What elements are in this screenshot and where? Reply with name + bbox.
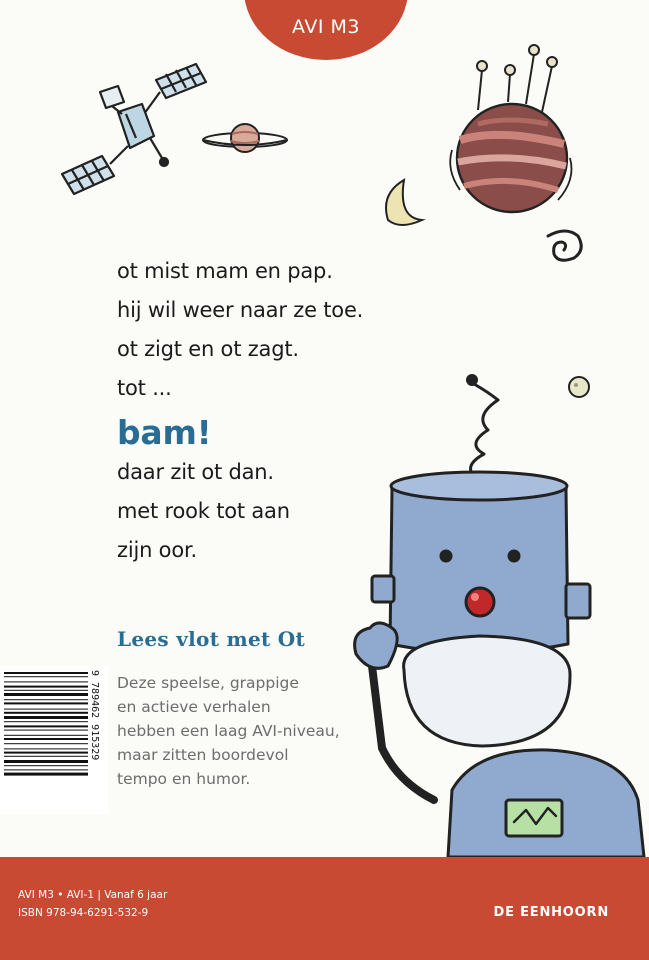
barcode-bar	[4, 676, 88, 677]
barcode-bar	[4, 686, 88, 688]
barcode-bar	[4, 693, 88, 696]
isbn: ISBN 978-94-6291-532-9	[18, 907, 149, 919]
blurb-line: hebben een laag AVI-niveau,	[117, 722, 340, 740]
footer-band	[0, 857, 649, 960]
robot-illustration	[348, 370, 649, 857]
blurb-line: maar zitten boordevol	[117, 746, 289, 764]
series-title: Lees vlot met Ot	[117, 627, 306, 651]
crescent-moon-illustration	[374, 176, 426, 232]
barcode-bar	[4, 721, 88, 722]
story-line: daar zit ot dan.	[117, 460, 274, 484]
barcode-bar	[4, 735, 88, 736]
barcode-bar	[4, 681, 88, 682]
barcode-bar	[4, 748, 88, 749]
satellite-illustration	[48, 52, 208, 212]
story-line: ot mist mam en pap.	[117, 259, 333, 283]
barcode-bar	[4, 712, 88, 714]
avi-level-badge	[244, 0, 408, 60]
barcode-number: 9 789462 915329	[89, 670, 100, 761]
avi-level-badge-label: AVI M3	[292, 16, 360, 38]
barcode-bars	[0, 666, 96, 814]
striped-planet-illustration	[438, 40, 578, 215]
barcode-bar	[4, 709, 88, 710]
ringed-planet-illustration	[200, 118, 290, 162]
footer-info	[18, 886, 167, 922]
barcode-bar	[4, 716, 88, 719]
blurb-line: en actieve verhalen	[117, 698, 271, 716]
barcode-bar	[4, 769, 88, 770]
barcode-bar	[4, 752, 88, 754]
level-info: AVI M3 • AVI-1 | Vanaf 6 jaar	[18, 889, 168, 901]
barcode-bar	[4, 765, 88, 766]
barcode-bar	[4, 743, 88, 744]
story-line: ot zigt en ot zagt.	[117, 337, 299, 361]
story-line: zijn oor.	[117, 538, 197, 562]
barcode-bar	[4, 702, 88, 704]
barcode-bar	[4, 725, 88, 727]
story-text	[117, 258, 363, 576]
barcode-bar	[4, 756, 88, 757]
barcode-bar	[4, 699, 88, 700]
blurb-line: tempo en humor.	[117, 770, 251, 788]
barcode	[0, 666, 108, 814]
spiral-illustration	[538, 226, 594, 272]
blurb-line: Deze speelse, grappige	[117, 674, 299, 692]
story-line: tot ...	[117, 376, 172, 400]
barcode-bar	[4, 738, 88, 740]
barcode-bar	[4, 672, 88, 674]
publisher-logo-text: DE EENHOORN	[493, 905, 609, 920]
story-line: met rook tot aan	[117, 499, 290, 523]
story-line-emphasis: bam!	[117, 413, 212, 452]
story-line: hij wil weer naar ze toe.	[117, 298, 364, 322]
barcode-bar	[4, 730, 88, 731]
barcode-bar	[4, 690, 88, 691]
barcode-bar	[4, 773, 88, 776]
barcode-bar	[4, 760, 88, 763]
blurb-text	[117, 671, 340, 791]
